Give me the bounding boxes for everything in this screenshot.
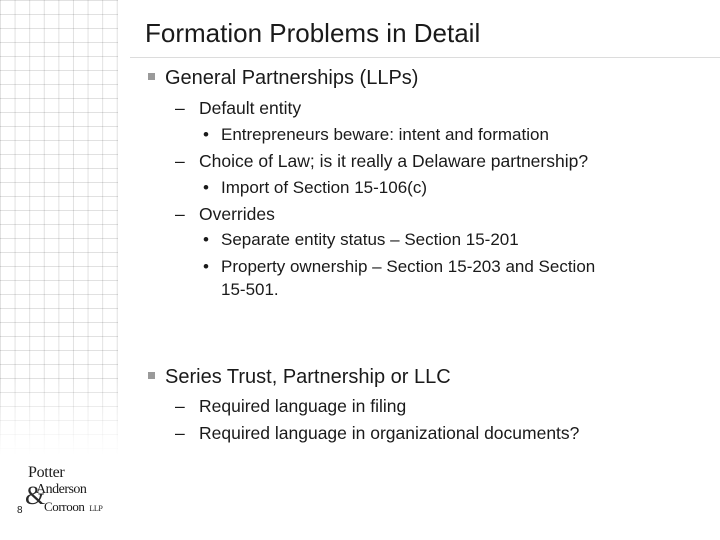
list-item xyxy=(175,98,301,119)
list-item-text: Default entity xyxy=(199,98,302,118)
decorative-grid-fade xyxy=(0,380,118,455)
square-bullet-icon xyxy=(148,73,155,80)
list-item-continuation: 15-501. xyxy=(221,280,279,299)
dash-marker: – xyxy=(175,204,185,224)
list-item-text: Choice of Law; is it really a Delaware partnership? xyxy=(199,151,589,171)
dash-marker: – xyxy=(175,98,185,118)
list-item-text: Separate entity status – Section 15-201 xyxy=(221,230,519,249)
logo-suffix: LLP xyxy=(89,504,103,513)
list-item xyxy=(203,125,549,145)
logo-ampersand: & xyxy=(25,481,46,510)
list-item xyxy=(175,204,275,225)
logo-line-3-text: Corroon xyxy=(44,499,85,514)
dash-marker: – xyxy=(175,151,185,171)
list-item xyxy=(175,423,579,444)
list-item xyxy=(203,230,519,250)
section-heading-text: General Partnerships (LLPs) xyxy=(165,67,419,89)
section-heading xyxy=(148,67,418,90)
dot-marker: • xyxy=(203,178,209,197)
dot-marker: • xyxy=(203,230,209,249)
list-item xyxy=(175,151,588,172)
logo-line-3 xyxy=(44,499,102,515)
page-number: 8 xyxy=(17,505,23,516)
dash-marker: – xyxy=(175,396,185,416)
list-item xyxy=(203,178,427,198)
firm-logo xyxy=(25,464,120,516)
dot-marker: • xyxy=(203,125,209,144)
slide-title: Formation Problems in Detail xyxy=(145,18,481,48)
list-item-text: Required language in filing xyxy=(199,396,407,416)
list-item-text: Entrepreneurs beware: intent and formation xyxy=(221,125,549,144)
section-heading-text: Series Trust, Partnership or LLC xyxy=(165,366,451,388)
title-divider xyxy=(130,57,720,58)
list-item-text: Overrides xyxy=(199,204,275,224)
list-item xyxy=(203,257,595,277)
dash-marker: – xyxy=(175,423,185,443)
logo-line-2: Anderson xyxy=(36,482,87,497)
list-item-text: Property ownership – Section 15-203 and Section xyxy=(221,257,596,276)
list-item-text: Import of Section 15-106(c) xyxy=(221,178,427,197)
square-bullet-icon xyxy=(148,372,155,379)
list-item-text: Required language in organizational documents? xyxy=(199,423,580,443)
section-heading xyxy=(148,366,451,389)
dot-marker: • xyxy=(203,257,209,276)
list-item xyxy=(175,396,406,417)
logo-line-1: Potter xyxy=(28,464,65,481)
